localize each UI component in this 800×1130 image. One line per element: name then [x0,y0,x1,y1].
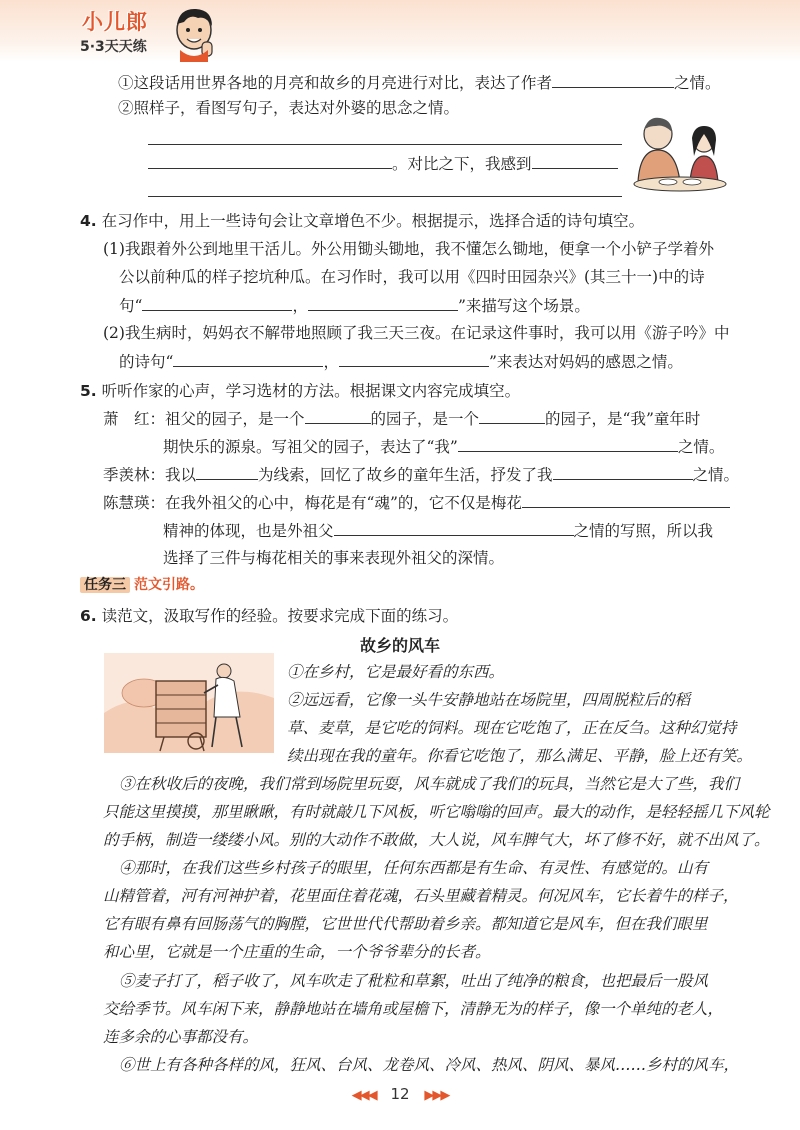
q5-blank-1[interactable] [305,407,371,424]
essay-p5-l3: 连多余的心事都没有。 [103,1028,259,1046]
task3-heading [80,574,204,596]
q4-blank-3[interactable] [173,350,323,367]
brand-logo [80,6,220,61]
grandma-girl-illustration [628,112,732,194]
q5-blank-5[interactable] [553,463,693,480]
essay-p3-l1: ③在秋收后的夜晚，我们常到场院里玩耍，风车就成了我们的玩具，当然它是大了些，我们 [119,775,740,793]
essay-p4-l2: 山精管着，河有河神护着，花里面住着花魂，石头里藏着精灵。何况风车，它长着牛的样子， [103,887,739,905]
q5-jixianlin-line: 季羡林：我以 为线索，回忆了故乡的童年生活，抒发了我 之情。 [103,463,739,486]
q5-blank-3[interactable] [458,435,678,452]
essay-p4-l3: 它有眼有鼻有回肠荡气的胸膛，它世世代代帮助着乡亲。都知道它是风车，但在我们眼里 [103,915,708,933]
q3-answer-row-2: 。对比之下，我感到 [148,152,618,175]
q3-answer-blank-3[interactable] [532,152,618,169]
q3-answer-line-1[interactable] [148,144,622,145]
q4-stem: 4. 在习作中，用上一些诗句会让文章增色不少。根据提示，选择合适的诗句填空。 [80,212,645,230]
essay-p6-l1: ⑥世上有各种各样的风，狂风、台风、龙卷风、冷风、热风、阴风、暴风……乡村的风车， [119,1056,740,1074]
essay-p1: ①在乡村，它是最好看的东西。 [287,663,505,681]
prev-arrows-icon: ◀◀◀ [351,1088,376,1103]
q4-s1-line3: 句“ ， ”来描写这个场景。 [119,294,590,317]
essay-p2-l2: 草、麦草，是它吃的饲料。现在它吃饱了，正在反刍。这种幻觉持 [287,719,737,737]
q4-s2-line2: 的诗句“ ， ”来表达对妈妈的感恩之情。 [119,350,683,373]
q4-blank-2[interactable] [308,294,458,311]
essay-p4-l1: ④那时，在我们这些乡村孩子的眼里，任何东西都是有生命、有灵性、有感觉的。山有 [119,859,709,877]
q4-s1-line1: (1)我跟着外公到地里干活儿。外公用锄头锄地，我不懂怎么锄地，便拿一个小铲子学着外 [103,240,714,258]
boy-mascot-icon [168,4,220,62]
q4-s2-line1: (2)我生病时，妈妈衣不解带地照顾了我三天三夜。在记录这件事时，我可以用《游子吟》中 [103,324,730,342]
essay-p3-l2: 只能这里摸摸，那里瞅瞅，有时就敲几下风板，听它嗡嗡的回声。最大的动作，是轻轻摇几下风轮 [103,803,770,821]
series-title: 5·3天天练 [80,39,147,55]
q5-blank-7[interactable] [334,519,574,536]
windmill-illustration [104,653,274,753]
q5-xiaohong-line1: 萧 红：祖父的园子，是一个 的园子，是一个 的园子，是“我”童年时 [103,407,700,430]
q5-chenhuiying-line2: 精神的体现，也是外祖父 之情的写照，所以我 [163,519,713,542]
q4-s1-line2: 公以前种瓜的样子挖坑种瓜。在习作时，我可以用《四时田园杂兴》(其三十一)中的诗 [119,268,705,286]
q3-blank-1[interactable] [552,71,674,88]
q5-blank-2[interactable] [479,407,545,424]
q3-answer-line-4[interactable] [148,196,622,197]
q5-chenhuiying-line1: 陈慧瑛：在我外祖父的心中，梅花是有“魂”的，它不仅是梅花 [103,491,730,514]
brand-title: 小儿郎 [82,10,148,34]
essay-p2-l1: ②远远看，它像一头牛安静地站在场院里，四周脱粒后的稻 [287,691,691,709]
q4-blank-4[interactable] [339,350,489,367]
essay-p2-l3: 续出现在我的童年。你看它吃饱了，那么满足、平静，脸上还有笑。 [287,747,753,765]
q5-blank-4[interactable] [196,463,258,480]
essay-p3-l3: 的手柄，制造一缕缕小风。别的大动作不敢做，大人说，风车脾气大，坏了修不好，就不出风了。 [103,831,770,849]
q3-item2: ②照样子，看图写句子，表达对外婆的思念之情。 [118,99,460,117]
next-arrows-icon: ▶▶▶ [424,1088,449,1103]
q3-item1: ①这段话用世界各地的月亮和故乡的月亮进行对比，表达了作者 之情。 [118,71,721,94]
page-footer [0,1085,800,1103]
task3-tag: 任务三 [80,577,130,593]
task3-label: 范文引路。 [134,577,204,593]
q5-stem: 5. 听听作家的心声，学习选材的方法。根据课文内容完成填空。 [80,382,521,400]
essay-title: 故乡的风车 [359,636,440,655]
q5-blank-6[interactable] [522,491,730,508]
q4-blank-1[interactable] [142,294,292,311]
q6-stem: 6. 读范文，汲取写作的经验。按要求完成下面的练习。 [80,607,459,625]
essay-p4-l4: 和心里，它就是一个庄重的生命，一个爷爷辈分的长者。 [103,943,491,961]
essay-p5-l1: ⑤麦子打了，稻子收了，风车吹走了秕粒和草絮，吐出了纯净的粮食，也把最后一股风 [119,972,709,990]
q3-answer-blank-2[interactable] [148,152,392,169]
q5-xiaohong-line2: 期快乐的源泉。写祖父的园子，表达了“我” 之情。 [163,435,724,458]
q5-chenhuiying-line3: 选择了三件与梅花相关的事来表现外祖父的深情。 [163,549,505,567]
essay-p5-l2: 交给季节。风车闲下来，静静地站在墙角或屋檐下，清静无为的样子，像一个单纯的老人， [103,1000,724,1018]
page-number: 12 [390,1085,410,1103]
